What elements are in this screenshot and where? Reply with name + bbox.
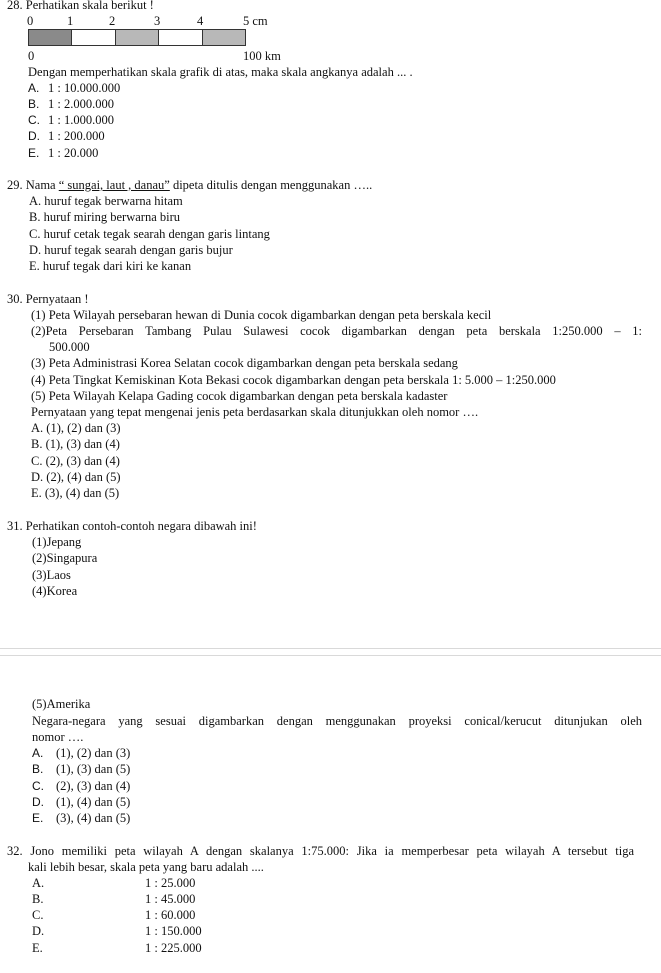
- scale-tick-1cm: 1: [67, 14, 74, 28]
- scale-tick-4cm: 4: [197, 14, 204, 28]
- scale-segment-4: [159, 30, 202, 45]
- q31-option-a-letter: A.: [32, 746, 44, 760]
- q32-option-a: 1 : 25.000: [145, 876, 196, 890]
- scale-segment-3: [116, 30, 159, 45]
- q30-statement-4: (4) Peta Tingkat Kemiskinan Kota Bekasi cocok digambarkan dengan peta berskala 1: 5.000 – 1:250.000: [31, 373, 556, 387]
- q28-option-c-letter: C.: [28, 113, 40, 127]
- q28-option-b-letter: B.: [28, 97, 40, 111]
- scale-tick-5cm: 5 cm: [243, 14, 268, 28]
- q31-option-e-letter: E.: [32, 811, 44, 825]
- q32-option-e: 1 : 225.000: [145, 941, 202, 955]
- q32-option-b: 1 : 45.000: [145, 892, 196, 906]
- q32-question-cont: kali lebih besar, skala peta yang baru adalah ....: [28, 860, 264, 874]
- q31-option-e: (3), (4) dan (5): [56, 811, 131, 825]
- q29-prefix: 29. Nama: [7, 178, 59, 192]
- q30-statement-1: (1) Peta Wilayah persebaran hewan di Dunia cocok digambarkan dengan peta berskala kecil: [31, 308, 492, 322]
- scale-tick-0cm: 0: [27, 14, 34, 28]
- q31-item-3: (3)Laos: [32, 568, 71, 582]
- scale-km-100: 100 km: [243, 49, 281, 63]
- q29-option-a: A. huruf tegak berwarna hitam: [29, 194, 183, 208]
- q30-statement-3: (3) Peta Administrasi Korea Selatan cocok digambarkan dengan peta berskala sedang: [31, 356, 458, 370]
- scale-segment-5: [203, 30, 245, 45]
- q28-option-b: 1 : 2.000.000: [48, 97, 114, 111]
- q30-statement-5: (5) Peta Wilayah Kelapa Gading cocok digambarkan dengan peta berskala kadaster: [31, 389, 448, 403]
- q30-option-c: C. (2), (3) dan (4): [31, 454, 120, 468]
- scale-segment-1: [29, 30, 72, 45]
- q31-option-a: (1), (2) dan (3): [56, 746, 131, 760]
- q30-option-e: E. (3), (4) dan (5): [31, 486, 120, 500]
- page-divider-top: [0, 648, 661, 649]
- q31-item-2: (2)Singapura: [32, 551, 98, 565]
- q32-option-c: 1 : 60.000: [145, 908, 196, 922]
- q31-item-4: (4)Korea: [32, 584, 78, 598]
- q28-option-d-letter: D.: [28, 129, 40, 143]
- q28-question: 28. Perhatikan skala berikut !: [7, 0, 154, 12]
- q30-option-a: A. (1), (2) dan (3): [31, 421, 121, 435]
- q29-question: [7, 177, 372, 193]
- q28-option-a-letter: A.: [28, 81, 40, 95]
- q28-option-a: 1 : 10.000.000: [48, 81, 121, 95]
- q29-option-d: D. huruf tegak searah dengan garis bujur: [29, 243, 233, 257]
- q32-option-e-letter: E.: [32, 941, 43, 955]
- q30-statement-2: (2)Peta Persebaran Tambang Pulau Sulawesi cocok digambarkan dengan peta berskala 1:250.000 – 1:: [31, 324, 642, 338]
- q31-item-5: (5)Amerika: [32, 697, 91, 711]
- q32-option-d-letter: D.: [32, 924, 45, 938]
- q30-option-b: B. (1), (3) dan (4): [31, 437, 120, 451]
- q31-item-1: (1)Jepang: [32, 535, 82, 549]
- q30-statement-2-cont: 500.000: [49, 340, 90, 354]
- q30-option-d: D. (2), (4) dan (5): [31, 470, 121, 484]
- q31-prompt: Negara-negara yang sesuai digambarkan dengan menggunakan proyeksi conical/kerucut ditunjukan oleh: [32, 714, 642, 728]
- q28-option-e-letter: E.: [28, 146, 40, 160]
- q31-option-d-letter: D.: [32, 795, 44, 809]
- q32-option-a-letter: A.: [32, 876, 45, 890]
- scale-segment-2: [72, 30, 115, 45]
- q30-question: 30. Pernyataan !: [7, 292, 89, 306]
- scale-tick-3cm: 3: [154, 14, 161, 28]
- scale-km-0: 0: [28, 49, 35, 63]
- q32-option-b-letter: B.: [32, 892, 44, 906]
- q31-option-c-letter: C.: [32, 779, 44, 793]
- q29-option-e: E. huruf tegak dari kiri ke kanan: [29, 259, 192, 273]
- q29-option-c: C. huruf cetak tegak searah dengan garis lintang: [29, 227, 270, 241]
- q32-question: 32. Jono memiliki peta wilayah A dengan skalanya 1:75.000: Jika ia memperbesar peta wilayah A tersebut tiga: [7, 844, 634, 858]
- q30-prompt: Pernyataan yang tepat mengenai jenis peta berdasarkan skala ditunjukkan oleh nomor ….: [31, 405, 479, 419]
- q31-prompt-cont: nomor ….: [32, 730, 84, 744]
- q31-option-b: (1), (3) dan (5): [56, 762, 131, 776]
- q31-option-b-letter: B.: [32, 762, 44, 776]
- q28-option-d: 1 : 200.000: [48, 129, 105, 143]
- graphic-scale-bar: [28, 29, 246, 46]
- q28-prompt: Dengan memperhatikan skala grafik di atas, maka skala angkanya adalah ... .: [28, 65, 413, 79]
- q28-option-e: 1 : 20.000: [48, 146, 99, 160]
- q29-option-b: B. huruf miring berwarna biru: [29, 210, 181, 224]
- q31-option-c: (2), (3) dan (4): [56, 779, 131, 793]
- q31-question: 31. Perhatikan contoh-contoh negara dibawah ini!: [7, 519, 257, 533]
- q28-option-c: 1 : 1.000.000: [48, 113, 114, 127]
- q32-option-c-letter: C.: [32, 908, 44, 922]
- q31-option-d: (1), (4) dan (5): [56, 795, 131, 809]
- scale-tick-2cm: 2: [109, 14, 116, 28]
- q29-suffix: dipeta ditulis dengan menggunakan …..: [169, 178, 373, 192]
- q29-underlined-terms: “ sungai, laut , danau”: [58, 178, 170, 192]
- page-divider-bottom: [0, 655, 661, 656]
- q32-option-d: 1 : 150.000: [145, 924, 202, 938]
